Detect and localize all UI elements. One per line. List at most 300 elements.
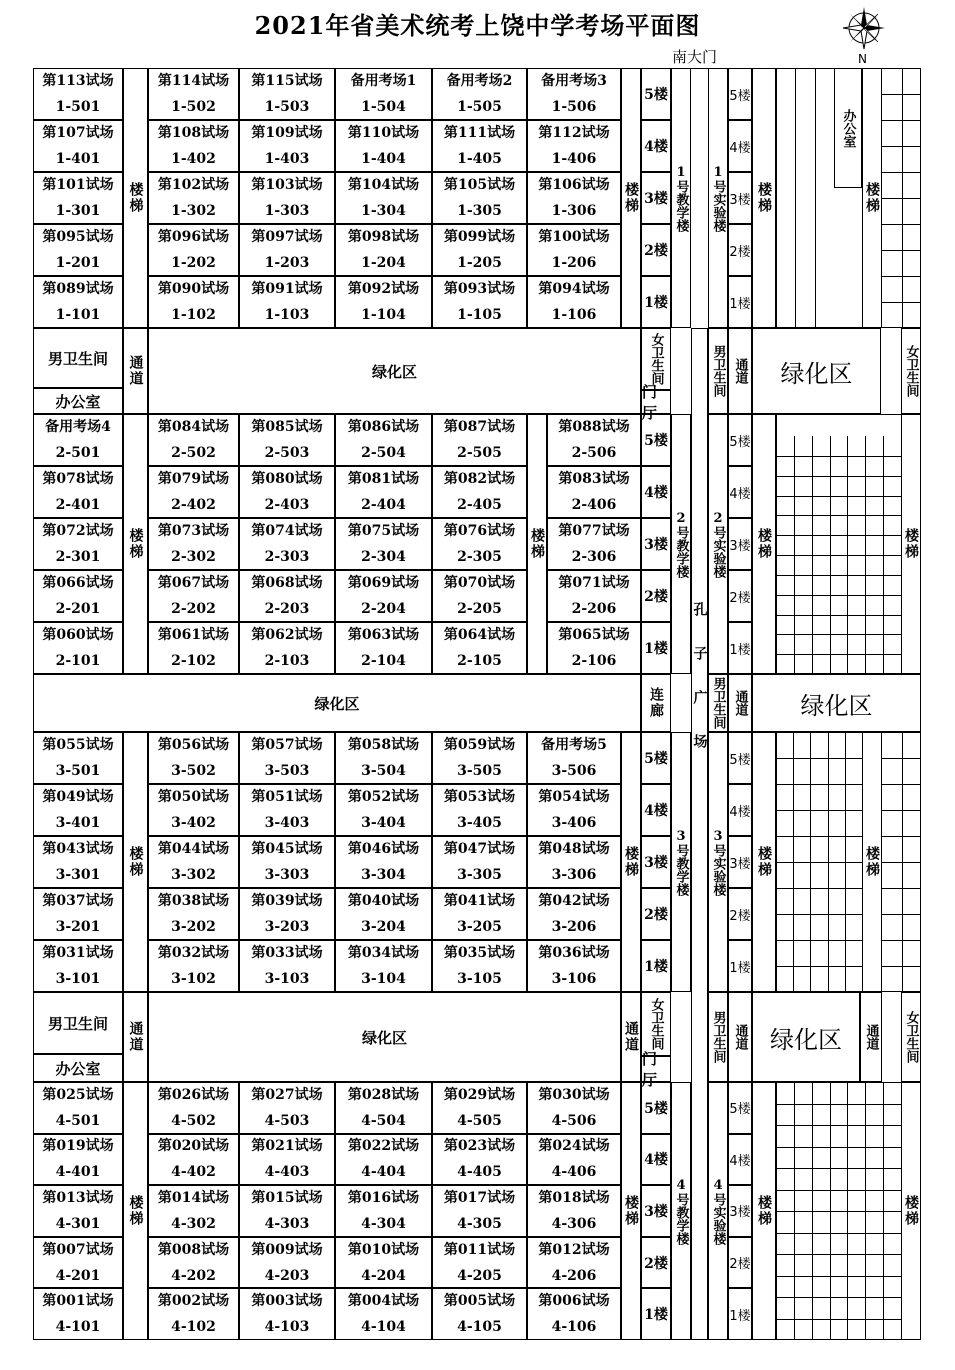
- room-number: 2-303: [264, 549, 310, 565]
- lab-floor-label: 2楼: [728, 1237, 752, 1289]
- room-name: 第082试场: [443, 471, 516, 487]
- lab-floor-label: 4楼: [728, 784, 752, 836]
- room-name: 第039试场: [251, 893, 323, 909]
- exam-room: [33, 466, 123, 518]
- room-number: 4-206: [551, 1267, 597, 1284]
- room-number: 4-505: [457, 1112, 502, 1129]
- exam-room: [335, 784, 432, 836]
- teaching-building-label: 2号教学楼: [671, 414, 691, 674]
- lab-floor-label: 2楼: [728, 224, 752, 276]
- room-name: 第003试场: [251, 1293, 323, 1310]
- exam-room: [432, 732, 527, 784]
- exam-room: [239, 1082, 335, 1134]
- room-number: 1-402: [171, 151, 216, 167]
- exam-room: [239, 1288, 335, 1340]
- room-name: 第041试场: [443, 893, 516, 909]
- room-number: 4-504: [361, 1112, 406, 1129]
- room-number: 4-403: [264, 1164, 310, 1181]
- exam-room: [33, 518, 123, 570]
- exam-room: [148, 518, 239, 570]
- stairs-mid: 楼梯: [527, 414, 547, 674]
- exam-room: [33, 888, 123, 940]
- room-name: 第112试场: [538, 125, 610, 141]
- lobby: 门厅: [641, 1056, 671, 1082]
- room-number: 1-501: [55, 99, 101, 115]
- female-restroom: 女卫生间: [901, 328, 921, 414]
- room-name: 第078试场: [42, 471, 114, 487]
- exam-room: [148, 224, 239, 276]
- room-number: 1-505: [457, 99, 502, 115]
- exam-room: [547, 622, 641, 674]
- grid-line: [776, 836, 862, 837]
- exam-room: [335, 940, 432, 992]
- room-name: 第033试场: [251, 945, 323, 961]
- grid-line: [776, 496, 901, 497]
- room-number: 1-202: [171, 255, 216, 271]
- office-label: 办公室: [834, 68, 862, 188]
- room-number: 3-202: [171, 919, 216, 935]
- exam-room: [432, 570, 527, 622]
- room-name: 第015试场: [251, 1189, 323, 1206]
- floor-label: 2楼: [641, 570, 671, 622]
- grid-line: [776, 966, 862, 967]
- lab-floor-label: 4楼: [728, 1134, 752, 1186]
- room-number: 1-101: [55, 307, 101, 323]
- room-name: 第019试场: [42, 1138, 114, 1155]
- room-name: 第083试场: [558, 471, 630, 487]
- passage: 通道: [860, 992, 882, 1082]
- room-name: 第087试场: [443, 419, 516, 435]
- room-number: 2-404: [361, 497, 406, 513]
- stairs-left: 楼梯: [123, 68, 148, 328]
- room-number: 2-206: [571, 601, 617, 617]
- room-name: 第115试场: [251, 73, 323, 89]
- room-name: 第067试场: [157, 575, 230, 591]
- room-name: 第084试场: [157, 419, 230, 435]
- teaching-building-label: 3号教学楼: [671, 732, 691, 992]
- floor-label: 4楼: [641, 1134, 671, 1186]
- exam-room: [432, 414, 527, 466]
- exam-room: [527, 276, 621, 328]
- room-name: 第002试场: [157, 1293, 230, 1310]
- room-number: 2-302: [171, 549, 216, 565]
- room-name: 第074试场: [251, 523, 323, 539]
- room-name: 备用考场2: [446, 73, 513, 89]
- room-number: 1-105: [457, 307, 502, 323]
- room-name: 第096试场: [157, 229, 230, 245]
- lab-stairs: 楼梯: [752, 68, 776, 328]
- room-number: 4-405: [457, 1164, 502, 1181]
- room-number: 1-102: [171, 307, 216, 323]
- room-number: 4-103: [264, 1319, 310, 1336]
- room-name: 第098试场: [347, 229, 420, 245]
- grid-line: [882, 120, 921, 121]
- exam-room: [239, 68, 335, 120]
- room-name: 第111试场: [443, 125, 516, 141]
- room-number: 2-505: [457, 445, 502, 461]
- exam-room: [33, 622, 123, 674]
- exam-room: [527, 1134, 621, 1186]
- exam-room: [527, 1082, 621, 1134]
- exam-room: [335, 888, 432, 940]
- exam-room: [148, 732, 239, 784]
- room-number: 3-203: [264, 919, 310, 935]
- exam-room: [335, 1288, 432, 1340]
- room-name: 第070试场: [443, 575, 516, 591]
- south-gate-label: 南大门: [672, 48, 718, 66]
- exam-room: [239, 518, 335, 570]
- room-number: 4-101: [55, 1319, 101, 1336]
- room-number: 1-203: [264, 255, 310, 271]
- grid-line: [882, 784, 921, 785]
- room-name: 第051试场: [251, 789, 323, 805]
- lobby: 门厅: [641, 390, 671, 414]
- room-number: 2-403: [264, 497, 310, 513]
- room-name: 第023试场: [443, 1138, 516, 1155]
- room-number: 3-502: [171, 763, 216, 779]
- exam-room: [148, 172, 239, 224]
- stairs-left: 楼梯: [123, 732, 148, 992]
- room-number: 4-502: [171, 1112, 216, 1129]
- grid-line: [776, 1190, 901, 1191]
- exam-room: [335, 466, 432, 518]
- floor-label: 4楼: [641, 466, 671, 518]
- grid-line: [776, 1211, 901, 1212]
- room-number: 2-103: [264, 653, 310, 669]
- room-number: 3-106: [551, 971, 597, 987]
- exam-room: [33, 1288, 123, 1340]
- exam-room: [527, 224, 621, 276]
- room-name: 第038试场: [157, 893, 230, 909]
- room-name: 第004试场: [347, 1293, 420, 1310]
- passage: 通道: [123, 328, 148, 414]
- green-area: 绿化区: [148, 328, 641, 414]
- female-restroom: 女卫生间: [901, 992, 921, 1082]
- lab-floor-label: 2楼: [728, 570, 752, 622]
- grid-line: [882, 758, 921, 759]
- exam-room: [148, 1288, 239, 1340]
- room-number: 1-201: [55, 255, 101, 271]
- exam-room: [432, 1288, 527, 1340]
- room-number: 2-101: [55, 653, 101, 669]
- room-name: 第064试场: [443, 627, 516, 643]
- exam-room: [527, 68, 621, 120]
- room-name: 第040试场: [347, 893, 420, 909]
- room-number: 3-306: [551, 867, 597, 883]
- lab-floor-label: 2楼: [728, 888, 752, 940]
- room-name: 第014试场: [157, 1189, 230, 1206]
- passage: 通道: [123, 992, 148, 1082]
- room-name: 第009试场: [251, 1241, 323, 1258]
- exam-room: [432, 784, 527, 836]
- room-number: 1-106: [551, 307, 597, 323]
- room-name: 第092试场: [347, 281, 420, 297]
- floor-label: 2楼: [641, 888, 671, 940]
- lab-floor-label: 1楼: [728, 940, 752, 992]
- room-name: 第065试场: [558, 627, 630, 643]
- room-name: 第104试场: [347, 177, 420, 193]
- exam-room: [33, 1237, 123, 1289]
- lab-floor-label: 4楼: [728, 120, 752, 172]
- room-name: 第046试场: [347, 841, 420, 857]
- room-name: 第095试场: [42, 229, 114, 245]
- room-name: 第010试场: [347, 1241, 420, 1258]
- grid-line: [776, 615, 901, 616]
- male-restroom: 男卫生间: [33, 992, 123, 1054]
- exam-room: [239, 940, 335, 992]
- grid-line: [882, 914, 921, 915]
- exam-room: [432, 940, 527, 992]
- exam-room: [432, 172, 527, 224]
- room-number: 1-403: [264, 151, 310, 167]
- floor-label: 5楼: [641, 1082, 671, 1134]
- room-number: 2-104: [361, 653, 406, 669]
- room-name: 第056试场: [157, 737, 230, 753]
- room-number: 2-401: [55, 497, 101, 513]
- exam-room: [148, 68, 239, 120]
- room-name: 第042试场: [538, 893, 610, 909]
- grid-line: [882, 250, 921, 251]
- exam-room: [335, 1237, 432, 1289]
- room-number: 3-103: [264, 971, 310, 987]
- room-number: 2-304: [361, 549, 406, 565]
- room-number: 2-306: [571, 549, 617, 565]
- room-name: 第013试场: [42, 1189, 114, 1206]
- room-name: 备用考场5: [541, 737, 607, 753]
- lab-floor-label: 4楼: [728, 466, 752, 518]
- room-number: 3-401: [55, 815, 101, 831]
- lab-stairs-2: 楼梯: [901, 414, 921, 674]
- room-name: 第052试场: [347, 789, 420, 805]
- room-name: 第049试场: [42, 789, 114, 805]
- exam-room: [148, 120, 239, 172]
- room-number: 2-202: [171, 601, 216, 617]
- room-name: 第031试场: [42, 945, 114, 961]
- room-name: 第077试场: [558, 523, 630, 539]
- green-area: 绿化区: [752, 992, 860, 1082]
- teaching-building-label: 1号教学楼: [671, 68, 691, 328]
- exam-room: [335, 1082, 432, 1134]
- room-number: 3-204: [361, 919, 406, 935]
- room-name: 第029试场: [443, 1086, 516, 1103]
- room-number: 2-106: [571, 653, 617, 669]
- room-number: 4-503: [264, 1112, 310, 1129]
- room-number: 4-105: [457, 1319, 502, 1336]
- grid-line: [882, 862, 921, 863]
- green-area: 绿化区: [33, 674, 641, 732]
- room-name: 第020试场: [157, 1138, 230, 1155]
- exam-room: [239, 172, 335, 224]
- floor-label: 1楼: [641, 276, 671, 328]
- exam-room: [33, 1134, 123, 1186]
- exam-room: [33, 414, 123, 466]
- exam-room: [148, 466, 239, 518]
- exam-room: [239, 1134, 335, 1186]
- exam-room: [432, 836, 527, 888]
- exam-room: [33, 784, 123, 836]
- exam-room: [335, 622, 432, 674]
- room-number: 3-101: [55, 971, 101, 987]
- exam-room: [148, 414, 239, 466]
- page-title: 2021年省美术统考上饶中学考场平面图: [254, 11, 701, 40]
- room-name: 第066试场: [42, 575, 114, 591]
- room-number: 4-305: [457, 1215, 502, 1232]
- stairs-right: 楼梯: [621, 1082, 641, 1340]
- grid-line: [882, 172, 921, 173]
- room-number: 2-504: [361, 445, 406, 461]
- room-name: 第007试场: [42, 1241, 114, 1258]
- room-number: 1-506: [551, 99, 597, 115]
- room-number: 1-404: [361, 151, 406, 167]
- exam-room: [335, 68, 432, 120]
- room-number: 2-405: [457, 497, 502, 513]
- exam-room: [239, 732, 335, 784]
- room-name: 第028试场: [347, 1086, 420, 1103]
- room-name: 第110试场: [347, 125, 420, 141]
- grid-line: [776, 595, 901, 596]
- room-number: 3-104: [361, 971, 406, 987]
- grid-line: [776, 1104, 901, 1105]
- room-name: 第058试场: [347, 737, 420, 753]
- room-number: 1-502: [171, 99, 216, 115]
- floor-label: 3楼: [641, 518, 671, 570]
- room-name: 第103试场: [251, 177, 323, 193]
- room-number: 2-406: [571, 497, 617, 513]
- grid-line: [776, 515, 901, 516]
- room-name: 第109试场: [251, 125, 323, 141]
- exam-room: [239, 276, 335, 328]
- floor-label: 5楼: [641, 414, 671, 466]
- room-name: 第076试场: [443, 523, 516, 539]
- floor-label: 1楼: [641, 1288, 671, 1340]
- passage: 通道: [728, 674, 752, 732]
- room-name: 第044试场: [157, 841, 230, 857]
- room-name: 第047试场: [443, 841, 516, 857]
- female-restroom: 女卫生间: [641, 328, 671, 390]
- floor-label: 2楼: [641, 1237, 671, 1289]
- grid-line: [776, 456, 901, 457]
- room-number: 4-402: [171, 1164, 216, 1181]
- grid-line: [776, 1319, 901, 1320]
- exam-room: [33, 1185, 123, 1237]
- lab-floor-label: 1楼: [728, 276, 752, 328]
- stairs-left: 楼梯: [123, 1082, 148, 1340]
- grid-line: [882, 836, 921, 837]
- exam-room: [335, 732, 432, 784]
- room-number: 2-201: [55, 601, 101, 617]
- room-number: 2-506: [571, 445, 617, 461]
- room-name: 第008试场: [157, 1241, 230, 1258]
- outer-border: [33, 68, 921, 69]
- exam-room: [527, 1288, 621, 1340]
- exam-room: [148, 622, 239, 674]
- room-name: 第026试场: [157, 1086, 230, 1103]
- exam-room: [239, 888, 335, 940]
- room-number: 1-405: [457, 151, 502, 167]
- room-number: 3-404: [361, 815, 406, 831]
- room-name: 第050试场: [157, 789, 230, 805]
- male-restroom: 男卫生间: [33, 328, 123, 388]
- room-name: 第022试场: [347, 1138, 420, 1155]
- room-name: 第057试场: [251, 737, 323, 753]
- plaza-column: [691, 328, 708, 1340]
- grid-line: [882, 146, 921, 147]
- exam-room: [33, 172, 123, 224]
- lab-floor-label: 3楼: [728, 518, 752, 570]
- male-restroom: 男卫生间: [708, 674, 728, 732]
- exam-room: [239, 1237, 335, 1289]
- room-name: 第107试场: [42, 125, 114, 141]
- lab-floor-label: 5楼: [728, 414, 752, 466]
- room-name: 第048试场: [538, 841, 610, 857]
- grid-line: [776, 758, 862, 759]
- grid-line: [776, 862, 862, 863]
- exam-room: [335, 224, 432, 276]
- room-name: 第100试场: [538, 229, 610, 245]
- room-number: 3-406: [551, 815, 597, 831]
- grid-line: [776, 1254, 901, 1255]
- room-number: 2-203: [264, 601, 310, 617]
- room-number: 3-506: [551, 763, 597, 779]
- exam-room: [432, 1082, 527, 1134]
- exam-room: [33, 224, 123, 276]
- exam-room: [148, 570, 239, 622]
- room-number: 4-501: [55, 1112, 101, 1129]
- room-number: 3-403: [264, 815, 310, 831]
- grid-line: [776, 654, 901, 655]
- grid-line: [815, 68, 816, 328]
- room-name: 第062试场: [251, 627, 323, 643]
- room-number: 1-302: [171, 203, 216, 219]
- grid-line: [882, 302, 921, 303]
- grid-line: [776, 914, 862, 915]
- teaching-building-label: 4号教学楼: [671, 1082, 691, 1340]
- room-name: 第025试场: [42, 1086, 114, 1103]
- room-name: 第021试场: [251, 1138, 323, 1155]
- room-number: 2-402: [171, 497, 216, 513]
- exam-room: [335, 570, 432, 622]
- room-number: 3-206: [551, 919, 597, 935]
- lab-floor-label: 5楼: [728, 1082, 752, 1134]
- room-name: 第055试场: [42, 737, 114, 753]
- room-name: 第085试场: [251, 419, 323, 435]
- room-name: 第113试场: [42, 73, 114, 89]
- lab-building-label: 1号实验楼: [708, 68, 728, 328]
- grid-line: [776, 535, 901, 536]
- room-number: 4-203: [264, 1267, 310, 1284]
- exam-room: [33, 940, 123, 992]
- room-name: 第068试场: [251, 575, 323, 591]
- exam-room: [527, 784, 621, 836]
- exam-room: [547, 414, 641, 466]
- room-number: 4-302: [171, 1215, 216, 1232]
- exam-room: [33, 68, 123, 120]
- room-name: 第099试场: [443, 229, 516, 245]
- exam-room: [527, 732, 621, 784]
- room-number: 4-301: [55, 1215, 101, 1232]
- exam-room: [527, 940, 621, 992]
- floor-label: 2楼: [641, 224, 671, 276]
- lab-stairs-2: 楼梯: [901, 1082, 921, 1340]
- room-number: 1-205: [457, 255, 502, 271]
- floor-label: 3楼: [641, 1185, 671, 1237]
- room-name: 第097试场: [251, 229, 323, 245]
- floor-label: 1楼: [641, 940, 671, 992]
- compass-icon: [842, 6, 886, 50]
- exam-room: [335, 276, 432, 328]
- room-name: 第093试场: [443, 281, 516, 297]
- office: 办公室: [33, 388, 123, 414]
